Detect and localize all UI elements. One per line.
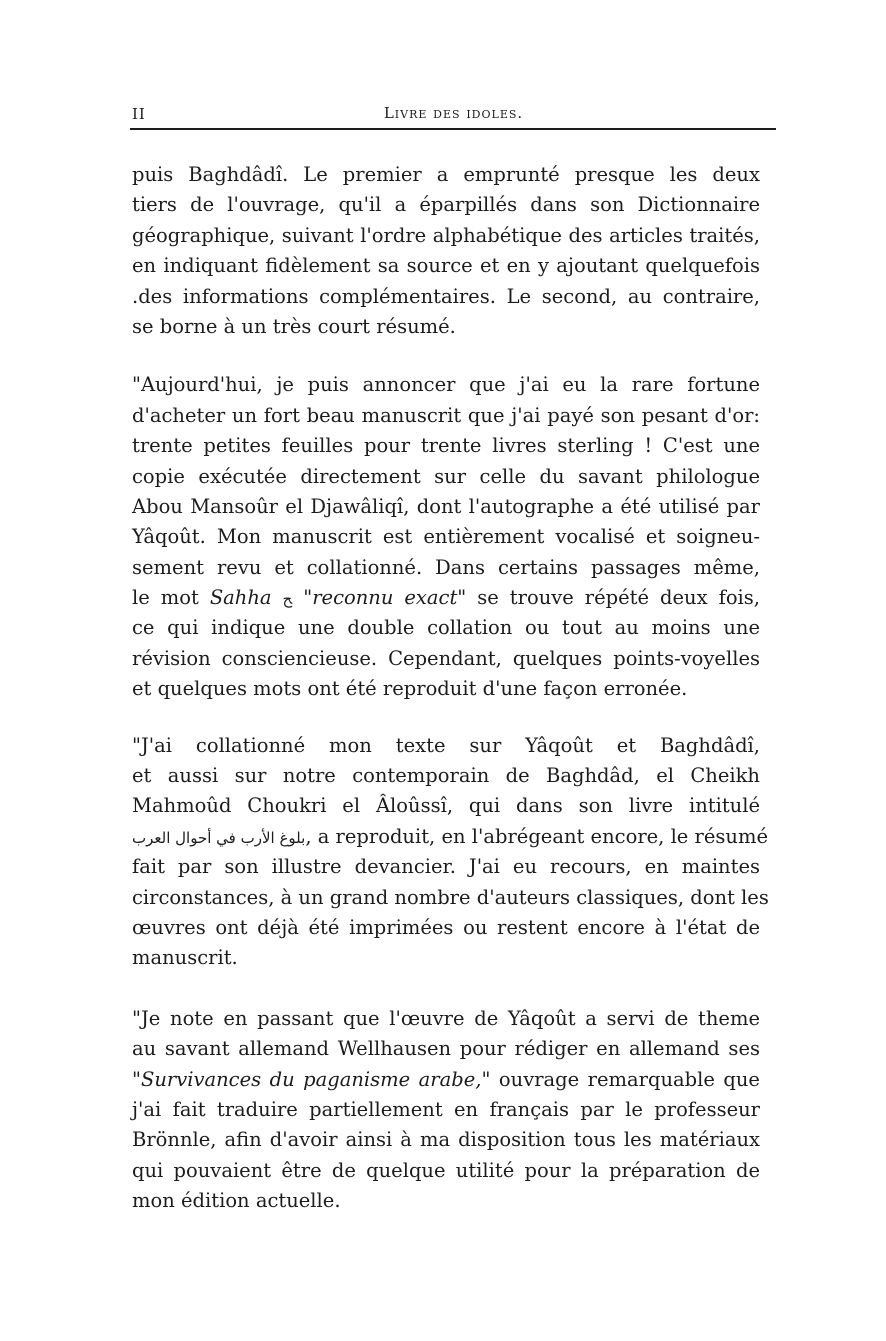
arabic-title: بلوغ الأرب في أحوال العرب bbox=[132, 828, 306, 847]
text-line: Brönnle, afin d'avoir ainsi à ma disposition tous les matériaux bbox=[132, 1128, 760, 1152]
text-line: .des informations complémentaires. Le second, au contraire, bbox=[132, 284, 760, 308]
body-text bbox=[132, 160, 769, 1217]
text-line: puis Baghdâdî. Le premier a emprunté presque les deux bbox=[132, 163, 760, 186]
italic-word: Sahha bbox=[209, 586, 272, 610]
text-line: qui pouvaient être de quelque utilité pour la préparation de bbox=[132, 1158, 760, 1182]
text-line: "Aujourd'hui, je puis annoncer que j'ai eu la rare fortune bbox=[132, 373, 760, 397]
text-segment: , a reproduit, en l'abrégeant encore, le résumé bbox=[305, 824, 769, 848]
text-line: tiers de l'ouvrage, qu'il a éparpillés dans son Dictionnaire bbox=[132, 193, 760, 217]
paragraph-4 bbox=[132, 1004, 760, 1217]
text-line: fait par son illustre devancier. J'ai eu recours, en maintes bbox=[132, 855, 760, 879]
text-line: Yâqoût. Mon manuscrit est entièrement vocalisé et soigneu- bbox=[132, 525, 760, 549]
paragraph-1 bbox=[132, 160, 760, 342]
italic-title: "Survivances du paganisme arabe," bbox=[132, 1067, 491, 1091]
text-line: j'ai fait traduire partiellement en français par le professeur bbox=[132, 1097, 760, 1121]
text-line: circonstances, à un grand nombre d'auteurs classiques, dont les bbox=[132, 885, 769, 909]
text-line-mixed bbox=[132, 583, 760, 613]
text-line-mixed bbox=[132, 1065, 760, 1095]
text-line: trente petites feuilles pour trente livres sterling ! C'est une bbox=[132, 434, 760, 458]
text-line: et quelques mots ont été reproduit d'une façon erronée. bbox=[132, 677, 688, 701]
text-line: mon édition actuelle. bbox=[132, 1189, 341, 1213]
text-line: au savant allemand Wellhausen pour rédiger en allemand ses bbox=[132, 1037, 760, 1061]
text-line: en indiquant fidèlement sa source et en y ajoutant quelquefois bbox=[132, 254, 760, 278]
italic-phrase: "reconnu exact" bbox=[303, 586, 467, 610]
page-number: II bbox=[132, 105, 146, 123]
running-title: Livre des idoles. bbox=[383, 104, 524, 122]
text-line: Abou Mansoûr el Djawâliqî, dont l'autographe a été utilisé par bbox=[132, 494, 760, 518]
text-line: ce qui indique une double collation ou tout au moins une bbox=[132, 616, 760, 640]
text-line: œuvres ont déjà été imprimées ou restent encore à l'état de bbox=[132, 915, 760, 939]
text-line-mixed bbox=[132, 822, 769, 852]
text-line: et aussi sur notre contemporain de Baghdâd, el Cheikh bbox=[132, 764, 760, 788]
text-segment: le mot bbox=[132, 586, 210, 610]
text-line: Mahmoûd Choukri el Âloûssî, qui dans son livre intitulé bbox=[132, 794, 760, 818]
text-line: "J'ai collationné mon texte sur Yâqoût et Baghdâdî, bbox=[132, 733, 760, 757]
text-line: se borne à un très court résumé. bbox=[132, 314, 456, 338]
paragraph-2 bbox=[132, 370, 760, 704]
text-line: d'acheter un fort beau manuscrit que j'ai payé son pesant d'or: bbox=[132, 403, 760, 427]
text-line: sement revu et collationné. Dans certains passages même, bbox=[132, 555, 760, 579]
text-segment: se trouve répété deux fois, bbox=[466, 586, 761, 610]
text-line: géographique, suivant l'ordre alphabétique des articles traités, bbox=[132, 223, 760, 247]
text-segment: ouvrage remarquable que bbox=[490, 1067, 760, 1091]
text-line: copie exécutée directement sur celle du savant philologue bbox=[132, 464, 760, 488]
arabic-glyph: ﺢ bbox=[282, 590, 293, 609]
text-line: manuscrit. bbox=[132, 946, 238, 970]
text-line: révision consciencieuse. Cependant, quelques points-voyelles bbox=[132, 646, 760, 670]
paragraph-3 bbox=[132, 731, 769, 974]
page-header bbox=[132, 103, 775, 129]
header-rule bbox=[130, 128, 776, 130]
text-line: "Je note en passant que l'œuvre de Yâqoût a servi de theme bbox=[132, 1006, 760, 1030]
